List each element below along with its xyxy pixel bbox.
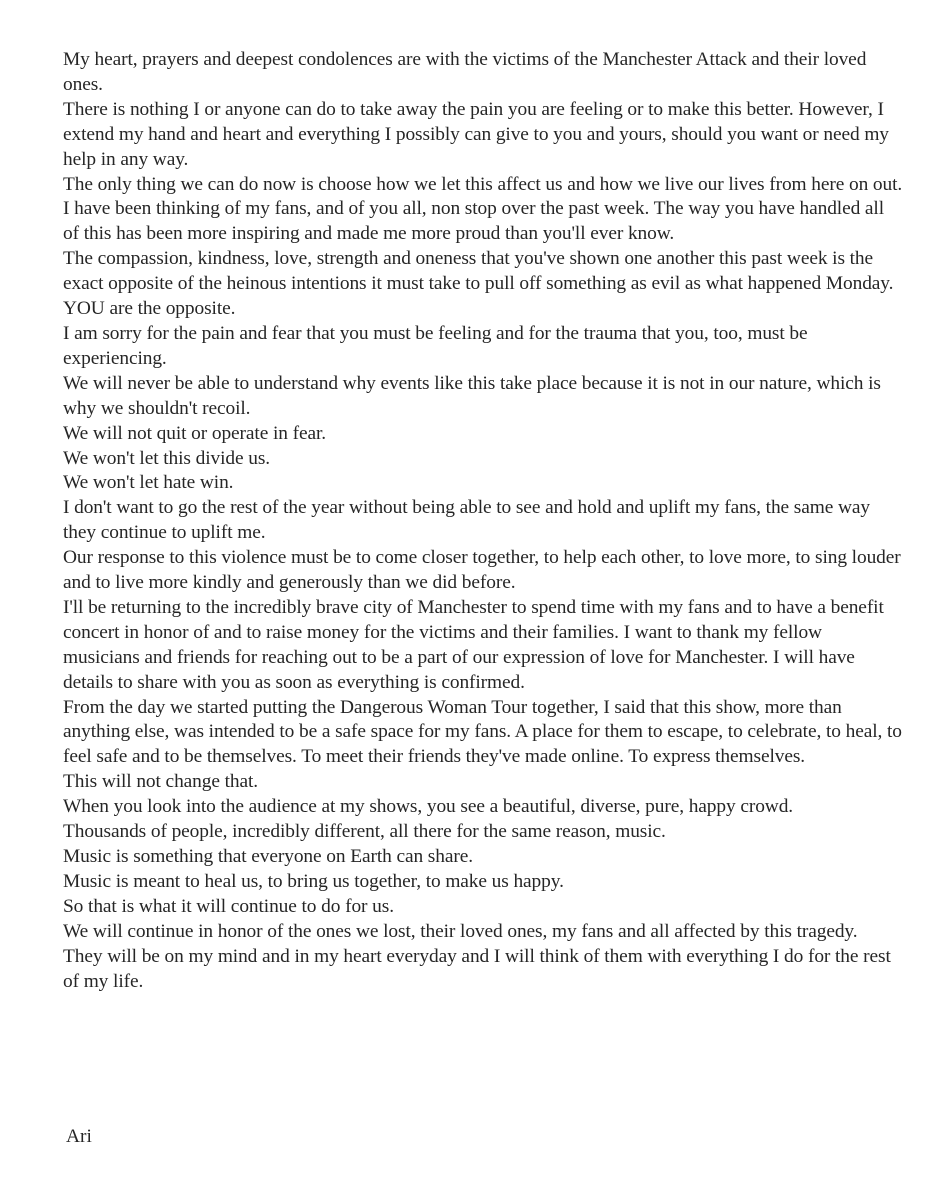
paragraph-19: Music is something that everyone on Earth can share. — [63, 846, 473, 867]
paragraph-18: Thousands of people, incredibly different, all there for the same reason, music. — [63, 821, 666, 843]
paragraph-9: We will not quit or operate in fear. — [63, 422, 326, 444]
paragraph-15: From the day we started putting the Dangerous Woman Tour together, I said that this show, more than anything else, was intended to be a safe space for my fans. A place for them to escape, to celebrate, to heal, to feel safe and to be themselves. To meet their friends they've made online. To express themselves. — [63, 696, 902, 768]
paragraph-2: There is nothing I or anyone can do to take away the pain you are feeling or to make this better. However, I extend my hand and heart and everything I possibly can give to you and yours, should you want or need my help in any way. — [63, 98, 889, 170]
paragraph-7: I am sorry for the pain and fear that you must be feeling and for the trauma that you, too, must be experiencing. — [63, 322, 808, 369]
paragraph-23: They will be on my mind and in my heart everyday and I will think of them with everything I do for the rest of my life. — [63, 945, 891, 992]
paragraph-20: Music is meant to heal us, to bring us together, to make us happy. — [63, 870, 564, 892]
paragraph-1: My heart, prayers and deepest condolences are with the victims of the Manchester Attack and their loved ones. — [63, 49, 867, 95]
letter-body — [63, 48, 903, 994]
paragraph-17: When you look into the audience at my shows, you see a beautiful, diverse, pure, happy crowd. — [63, 796, 794, 818]
paragraph-11: We won't let hate win. — [63, 472, 234, 494]
paragraph-4: I have been thinking of my fans, and of you all, non stop over the past week. The way you have handled all of this has been more inspiring and made me more proud than you'll ever know. — [63, 198, 885, 245]
paragraph-16: This will not change that. — [63, 771, 259, 793]
paragraph-22: We will continue in honor of the ones we lost, their loved ones, my fans and all affected by this tragedy. — [63, 920, 858, 942]
paragraph-6: YOU are the opposite. — [63, 298, 236, 320]
paragraph-3: The only thing we can do now is choose how we let this affect us and how we live our lives from here on out. — [63, 173, 903, 195]
paragraph-13: Our response to this violence must be to come closer together, to help each other, to love more, to sing louder and to live more kindly and generously than we did before. — [63, 547, 901, 594]
paragraph-8: We will never be able to understand why events like this take place because it is not in our nature, which is why we shouldn't recoil. — [63, 372, 881, 419]
paragraph-14: I'll be returning to the incredibly brave city of Manchester to spend time with my fans and to have a benefit concert in honor of and to raise money for the victims and their families. I want to thank my fellow musicians and friends for reaching out to be a part of our expression of love for Manchester. I will have details to share with you as soon as everything is confirmed. — [63, 596, 884, 693]
paragraph-21: So that is what it will continue to do for us. — [63, 895, 394, 917]
paragraph-10: We won't let this divide us. — [63, 447, 271, 469]
paragraph-12: I don't want to go the rest of the year without being able to see and hold and uplift my fans, the same way they continue to uplift me. — [63, 497, 870, 544]
signature: Ari — [66, 1126, 92, 1147]
paragraph-5: The compassion, kindness, love, strength and oneness that you've shown one another this past week is the exact opposite of the heinous intentions it must take to pull off something as evil as what happened Monday. — [63, 248, 894, 295]
